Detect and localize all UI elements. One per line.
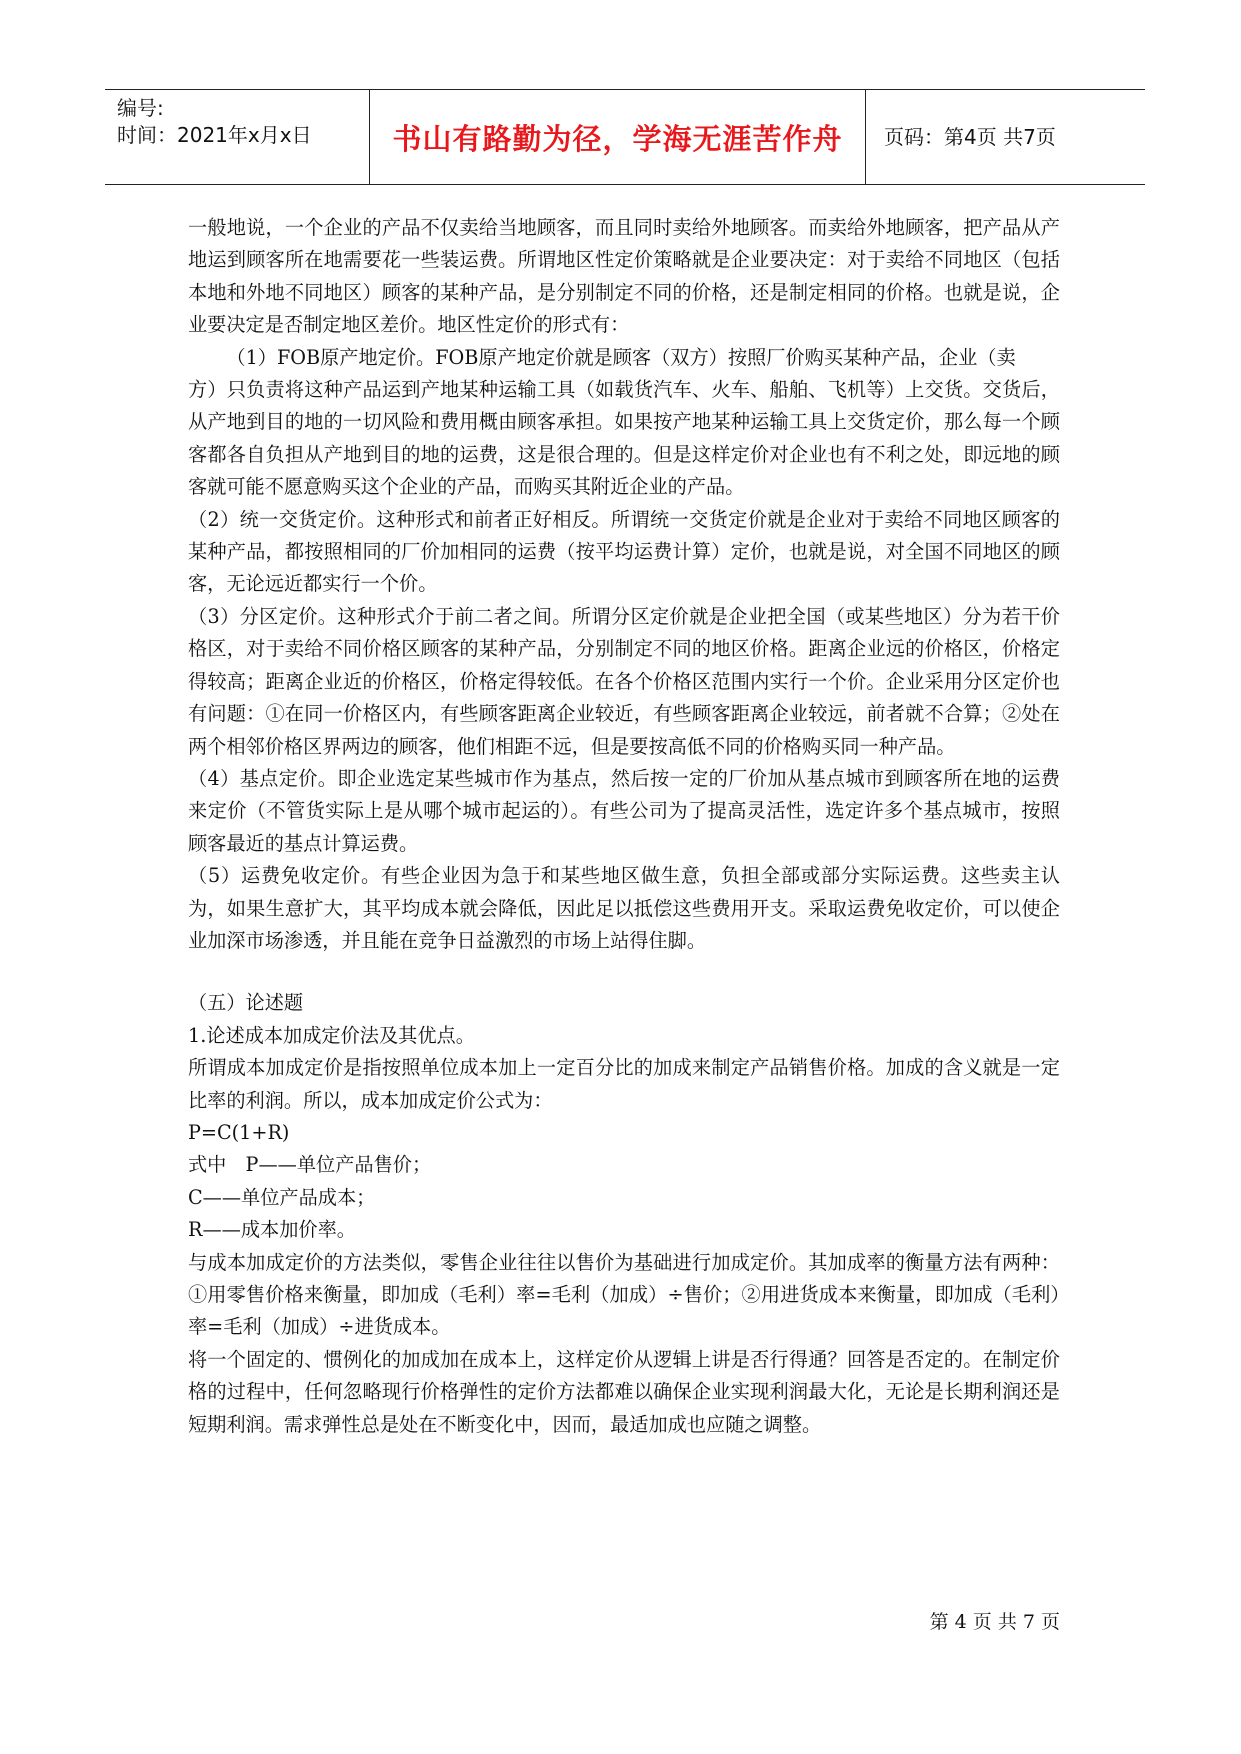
header-motto-cell	[370, 90, 866, 184]
section-heading: （五）论述题	[188, 991, 304, 1015]
paragraph: 一般地说，一个企业的产品不仅卖给当地顾客，而且同时卖给外地顾客。而卖给外地顾客，把产品从产地运到顾客所在地需要花一些装运费。所谓地区性定价策略就是企业要决定：对于卖给不同地区（包括本地和外地不同地区）顾客的某种产品，是分别制定不同的价格，还是制定相同的价格。也就是说，企业要决定是否制定地区差价。地区性定价的形式有：	[188, 216, 1060, 337]
header-left-cell	[105, 90, 370, 184]
spacer	[188, 957, 1060, 987]
document-body	[188, 212, 1060, 1441]
paragraph: （5）运费免收定价。有些企业因为急于和某些地区做生意，负担全部或部分实际运费。这些卖主认为，如果生意扩大，其平均成本就会降低，因此足以抵偿这些费用开支。采取运费免收定价，可以使企业加深市场渗透，并且能在竞争日益激烈的市场上站得住脚。	[188, 864, 1060, 952]
paragraph: 方）只负责将这种产品运到产地某种运输工具（如载货汽车、火车、船舶、飞机等）上交货。交货后，从产地到目的地的一切风险和费用概由顾客承担。如果按产地某种运输工具上交货定价，那么每一个顾客都各自负担从产地到目的地的运费，这是很合理的。但是这样定价对企业也有不利之处，即远地的顾客就可能不愿意购买这个企业的产品，而购买其附近企业的产品。	[188, 378, 1060, 499]
formula-definition: R——成本加价率。	[188, 1218, 356, 1242]
paragraph: （1）FOB原产地定价。FOB原产地定价就是顾客（双方）按照厂价购买某种产品，企业（卖	[226, 345, 1016, 369]
page-header	[105, 89, 1145, 185]
paragraph: （3）分区定价。这种形式介于前二者之间。所谓分区定价就是企业把全国（或某些地区）分为若干价格区，对于卖给不同价格区顾客的某种产品，分别制定不同的地区价格。距离企业远的价格区，价格定得较高；距离企业近的价格区，价格定得较低。在各个价格区范围内实行一个价。企业采用分区定价也有问题：①在同一价格区内，有些顾客距离企业较近，有些顾客距离企业较远，前者就不合算；②处在两个相邻价格区界两边的顾客，他们相距不远，但是要按高低不同的价格购买同一种产品。	[188, 604, 1060, 758]
number-label: 编号:	[117, 96, 164, 120]
paragraph: 与成本加成定价的方法类似，零售企业往往以售价为基础进行加成定价。其加成率的衡量方法有两种：①用零售价格来衡量，即加成（毛利）率=毛利（加成）÷售价；②用进货成本来衡量，即加成（毛利）率=毛利（加成）÷进货成本。	[188, 1250, 1060, 1339]
paragraph: （4）基点定价。即企业选定某些城市作为基点，然后按一定的厂价加从基点城市到顾客所在地的运费来定价（不管货实际上是从哪个城市起运的）。有些公司为了提高灵活性，选定许多个基点城市，按照顾客最近的基点计算运费。	[188, 766, 1060, 855]
header-right-cell	[866, 90, 1145, 184]
page-info: 页码：第4页 共7页	[884, 125, 1056, 149]
motto: 书山有路勤为径，学海无涯苦作舟	[392, 121, 843, 156]
paragraph: 所谓成本加成定价是指按照单位成本加上一定百分比的加成来制定产品销售价格。加成的含义就是一定比率的利润。所以，成本加成定价公式为：	[188, 1056, 1060, 1112]
time-label: 时间：2021年x月x日	[117, 123, 312, 147]
question-title: 1.论述成本加成定价法及其优点。	[188, 1023, 475, 1047]
formula-definition: C——单位产品成本；	[188, 1185, 376, 1209]
paragraph: 将一个固定的、惯例化的加成加在成本上，这样定价从逻辑上讲是否行得通？回答是否定的。在制定价格的过程中，任何忽略现行价格弹性的定价方法都难以确保企业实现利润最大化，无论是长期利润还是短期利润。需求弹性总是处在不断变化中，因而，最适加成也应随之调整。	[188, 1347, 1060, 1436]
formula-definition: 式中 P——单位产品售价；	[188, 1153, 432, 1177]
page-footer: 第 4 页 共 7 页	[929, 1611, 1060, 1633]
paragraph: （2）统一交货定价。这种形式和前者正好相反。所谓统一交货定价就是企业对于卖给不同地区顾客的某种产品，都按照相同的厂价加相同的运费（按平均运费计算）定价，也就是说，对全国不同地区的顾客，无论远近都实行一个价。	[188, 507, 1060, 596]
formula: P=C(1+R)	[188, 1120, 290, 1144]
